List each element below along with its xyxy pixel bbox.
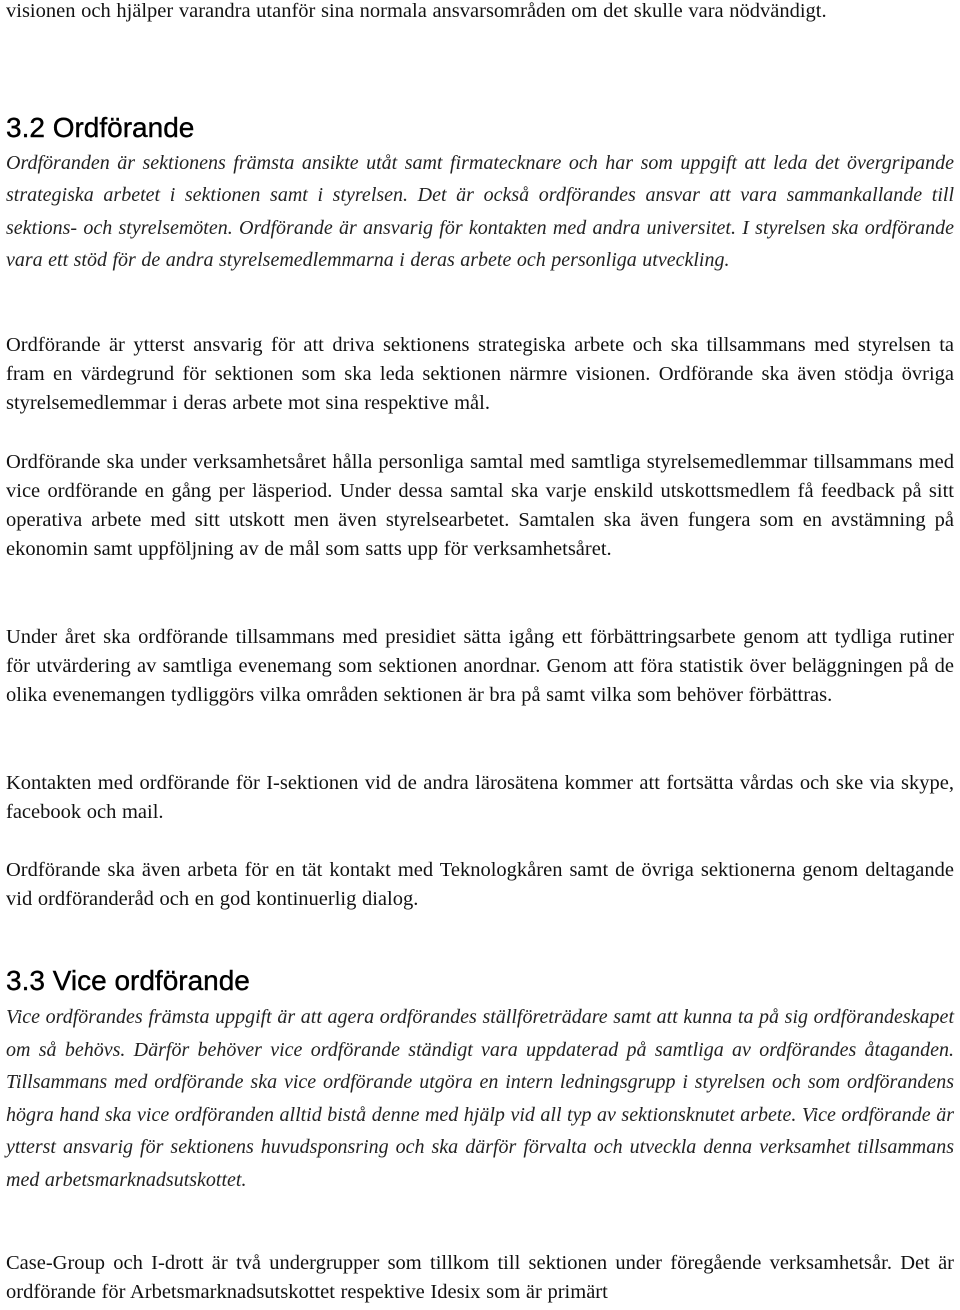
intro-paragraph: visionen och hjälper varandra utanför sina normala ansvarsområden om det skulle vara nödvändigt.	[6, 0, 827, 22]
paragraph-strategic-work: Ordförande är ytterst ansvarig för att driva sektionens strategiska arbete och ska tillsammans med styrelsen ta fram en värdegrund för sektionen som ska leda sektionen närmre visionen. Ordförande ska även stödja övriga styrelsemedlemmar i deras arbete mot sina respektive mål.	[6, 334, 954, 414]
paragraph-personal-talks: Ordförande ska under verksamhetsåret hålla personliga samtal med samtliga styrelsemedlemmar tillsammans med vice ordförande en gång per läsperiod. Under dessa samtal ska varje enskild utskottsmedlem få feedback på sitt operativa arbete med sitt utskott men även styrelsearbetet. Samtalen ska även fungera som en avstämning på ekonomin samt uppföljning av de mål som satts upp för verksamhetsåret.	[6, 451, 954, 560]
section-heading-3-3: 3.3 Vice ordförande	[6, 965, 250, 996]
paragraph-contact-other-universities: Kontakten med ordförande för I-sektionen vid de andra lärosätena kommer att fortsätta vårdas och ske via skype, facebook och mail.	[6, 772, 954, 823]
paragraph-subgroups: Case-Group och I-drott är två undergrupper som tillkom till sektionen under föregående verksamhetsår. Det är ordförande för Arbetsmarknadsutskottet respektive Idesix som är primärt	[6, 1252, 954, 1303]
section-heading-3-2: 3.2 Ordförande	[6, 112, 195, 143]
section-3-3-description: Vice ordförandes främsta uppgift är att agera ordförandes ställföreträdare samt att kunna ta på sig ordförandeskapet om så behövs. Därför behöver vice ordförande ständigt vara uppdaterad på samtliga av ordförandes åtaganden. Tillsammans med ordförande ska vice ordförande utgöra en intern ledningsgrupp i styrelsen och som ordförandens högra hand ska vice ordföranden alltid bistå denne med hjälp vid all typ av sektionsknutet arbete. Vice ordförande är ytterst ansvarig för sektionens huvudsponsring och ska därför förvalta och utveckla denna verksamhet tillsammans med arbetsmarknadsutskottet.	[6, 1006, 954, 1191]
section-3-2-description: Ordföranden är sektionens främsta ansikte utåt samt firmatecknare och har som uppgift att leda det övergripande strategiska arbetet i sektionen samt i styrelsen. Det är också ordförandes ansvar att vara sammankallande till sektions- och styrelsemöten. Ordförande är ansvarig för kontakten med andra universitet. I styrelsen ska ordförande vara ett stöd för de andra styrelsemedlemmarna i deras arbete och personliga utveckling.	[6, 152, 954, 271]
paragraph-improvement-work: Under året ska ordförande tillsammans med presidiet sätta igång ett förbättringsarbete genom att tydliga rutiner för utvärdering av samtliga evenemang som sektionen anordnar. Genom att föra statistik över beläggningen på de olika evenemangen tydliggörs vilka områden sektionen är bra på samt vilka som behöver förbättras.	[6, 626, 954, 706]
paragraph-teknologkaren-contact: Ordförande ska även arbeta för en tät kontakt med Teknologkåren samt de övriga sektionerna genom deltagande vid ordföranderåd och en god kontinuerlig dialog.	[6, 859, 954, 910]
